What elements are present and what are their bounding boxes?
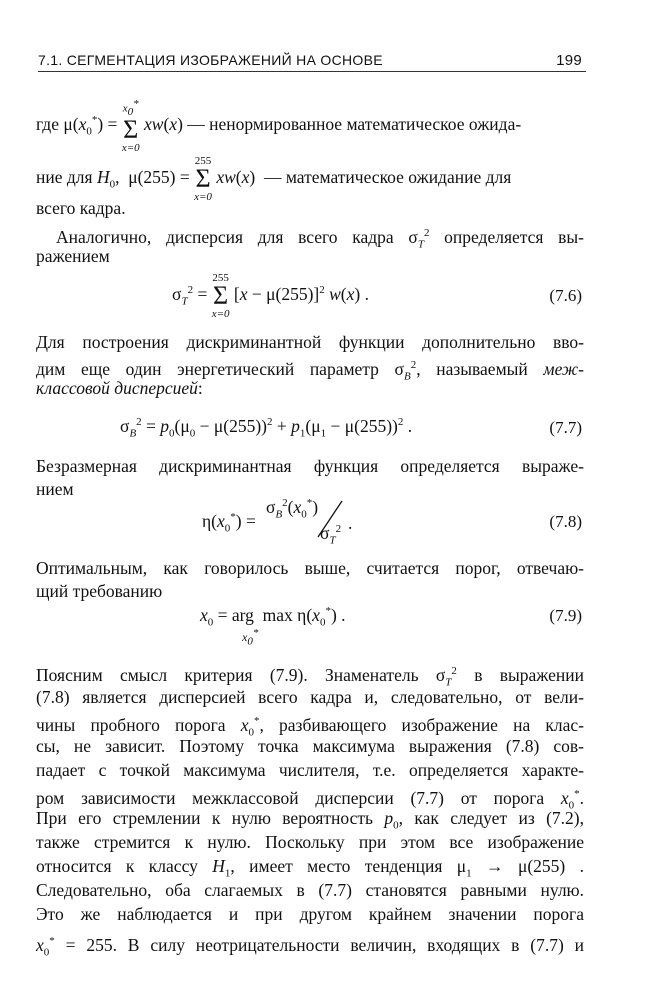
text-line: Безразмерная дискриминантная функция определяется выраже- [36, 456, 584, 476]
text-line: Это же наблюдается и при другом крайнем значении порога [36, 904, 584, 924]
text-line: Поясним смысл критерия (7.9). Знаменатель $\sigma_T^2$ в выражении [36, 664, 584, 689]
text-line: Для построения дискриминантной функции дополнительно вво- [36, 332, 584, 352]
header-title: 7.1. СЕГМЕНТАЦИЯ ИЗОБРАЖЕНИЙ НА ОСНОВЕ [38, 52, 383, 68]
text-line: всего кадра. [36, 198, 126, 218]
text-line: ром зависимости межклассовой дисперсии (7.7) от порога $x_0^*$. [36, 787, 585, 812]
formula: $\mu(x_0^*)$ = $x_0^*$ Σ x=0 xw(x) [63, 98, 183, 154]
text-line: Оптимальным, как говорилось выше, считается порог, отвечаю- [36, 558, 584, 578]
text-line: Аналогично, дисперсия для всего кадра $\sigma_T^2$ определяется вы- [56, 226, 584, 251]
text-line: падает с точкой максимума числителя, т.е. определяется характе- [36, 760, 584, 780]
running-header [38, 52, 586, 72]
text-line: Следовательно, оба слагаемых в (7.7) становятся равными нулю. [36, 880, 584, 900]
text-line: $x_0^* = 255$. В силу неотрицательности величин, входящих в (7.7) и [36, 934, 584, 959]
text-line: дим еще один энергетический параметр $\sigma_B^2$, называемый меж- [36, 358, 585, 383]
text-line: чины пробного порога $x_0^*$, разбивающего изображение на клас- [36, 714, 584, 739]
equation-7-7: $\sigma_B^2 = p_0(\mu_0 - \mu(255))^2 + p_1(\mu_1 - \mu(255))^2$ . [120, 416, 413, 440]
sum-sign: 255 Σ x=0 [211, 272, 230, 320]
text-line: (7.8) является дисперсией всего кадра и, следовательно, от вели- [36, 687, 584, 707]
text-line: щий требованию [36, 581, 163, 601]
equation-7-8: $\eta(x_0^*)$ = $\sigma_B^2(x_0^*)$ $\sigma_T^2$ . [202, 497, 353, 547]
equation-number: (7.6) [549, 286, 582, 305]
equation-7-9: $x_0$ = arg $\max \eta(x_0^*)$ . $x_0^*$ [200, 605, 346, 648]
text-line: ражением [36, 246, 110, 266]
equation-number: (7.7) [549, 418, 582, 437]
text-line: где $\mu(x_0^*)$ = $x_0^*$ Σ x=0 xw(x) — ненормированное математическое ожида- [36, 98, 522, 154]
sum-sign: 255 Σ x=0 [194, 155, 212, 203]
text-line: нием [36, 479, 74, 499]
equation-7-6: $\sigma_T^2$ = 255 Σ x=0 $[x - \mu(255)]^2$ w(x) . [172, 272, 369, 320]
page-number: 199 [556, 52, 582, 69]
text-line: При его стремлении к нулю вероятность $p_0$, как следует из (7.2), [36, 808, 584, 832]
equation-number: (7.9) [549, 606, 582, 625]
text-line: относится к классу $H_1$, имеет место тенденция $\mu_1 \to \mu(255)$ . [36, 856, 585, 880]
text-line: ние для $H_0$, μ(255) = 255 Σ x=0 xw(x) — математическое ожидание для [36, 155, 512, 203]
sum-sign: $x_0^*$ Σ x=0 [121, 98, 140, 154]
text-line: также стремится к нулю. Поскольку при этом все изображение [36, 832, 584, 852]
text-line: классовой дисперсией: [36, 378, 203, 398]
equation-number: (7.8) [549, 512, 582, 531]
text-line: сы, не зависит. Поэтому точка максимума выражения (7.8) сов- [36, 736, 584, 756]
